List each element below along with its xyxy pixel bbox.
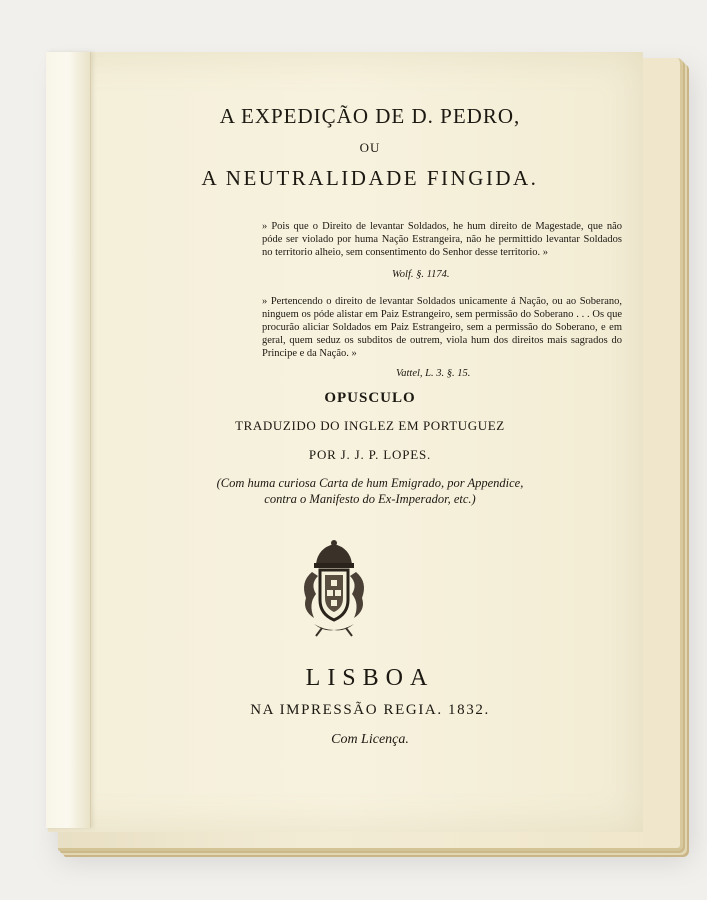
epigraph-2-citation: Vattel, L. 3. §. 15. (396, 368, 471, 379)
title-page-content (100, 90, 640, 747)
imprint-license: Com Licença. (331, 732, 409, 747)
main-title-line1: A EXPEDIÇÃO DE D. PEDRO, (219, 104, 521, 128)
binding-strip (46, 52, 91, 828)
translation-note: TRADUZIDO DO INGLEZ EM PORTUGUEZ (235, 418, 505, 433)
genre-heading: OPUSCULO (324, 390, 416, 406)
imprint-printer-year: NA IMPRESSÃO REGIA. 1832. (250, 702, 490, 718)
title-conjunction: OU (359, 140, 381, 155)
imprint-city: LISBOA (305, 665, 435, 691)
author-line: POR J. J. P. LOPES. (308, 447, 432, 462)
epigraph-1-citation: Wolf. §. 1174. (392, 269, 450, 280)
appendix-note-line2: contra o Manifesto do Ex-Imperador, etc.) (264, 492, 476, 506)
appendix-note (100, 475, 640, 507)
appendix-note-line1: (Com huma curiosa Carta de hum Emigrado, por Appendice, (216, 476, 524, 490)
epigraph-2: » Pertencendo o direito de levantar Soldados unicamente á Nação, ou ao Soberano, ninguem os póde alistar em Paiz Estrangeiro, sem permissão do Soberano . . . Os que procurão aliciar Soldados em Paiz Estrangeiro, sem a permissão do Soberano, e em geral, quem seduz os subditos de outrem, viola hum dos direitos mais sagrados do Principe e da Nação. » (262, 296, 622, 359)
main-title-line2: A NEUTRALIDADE FINGIDA. (201, 166, 539, 190)
epigraph-1: » Pois que o Direito de levantar Soldados, he hum direito de Magestade, que não póde ser violado por huma Nação Estrangeira, não he permittido levantar Soldados no territorio alheio, sem consentimento do Senhor desse territorio. » (262, 221, 622, 258)
coat-of-arms-icon (294, 538, 374, 638)
